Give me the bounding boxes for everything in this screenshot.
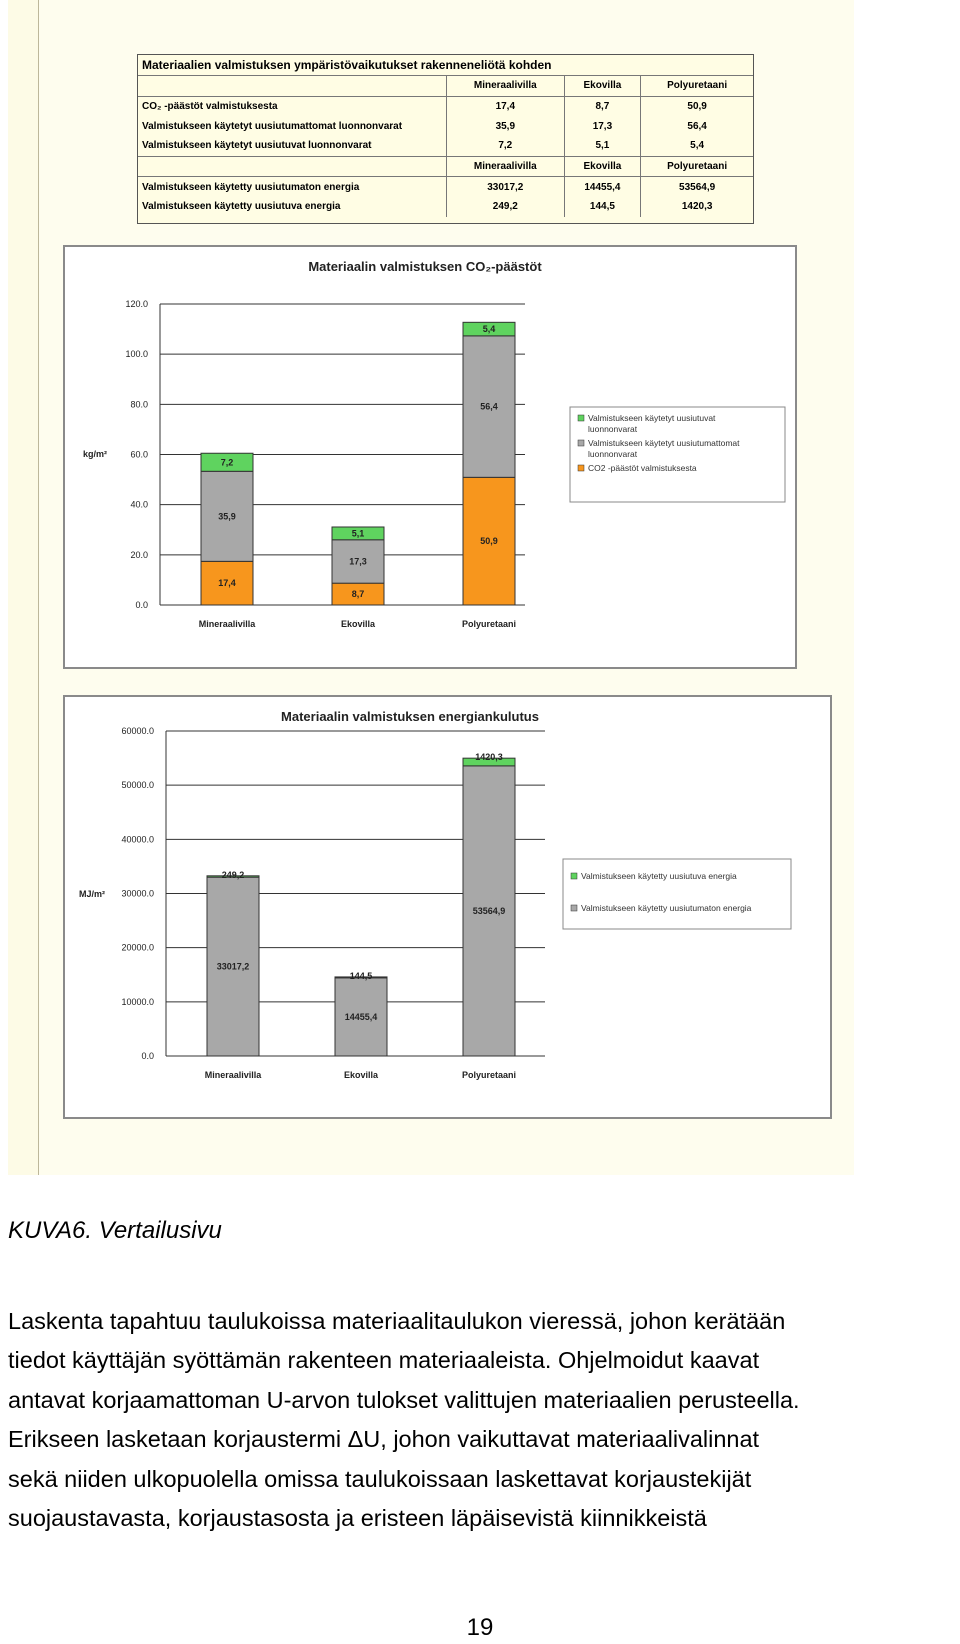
table-cell: 1420,3: [641, 197, 753, 217]
paragraph-line: tiedot käyttäjän syöttämän rakenteen materiaaleista. Ohjelmoidut kaavat: [8, 1347, 760, 1374]
x-tick-label: Ekovilla: [340, 619, 376, 629]
co2-chart: [63, 245, 797, 669]
table-header-cell: Mineraalivilla: [447, 76, 565, 97]
y-axis-label: MJ/m²: [79, 889, 106, 899]
y-tick-label: 0.0: [135, 600, 148, 610]
paragraph-line: sekä niiden ulkopuolella omissa taulukoissaan laskettavat korjaustekijät: [8, 1465, 752, 1492]
y-tick-label: 0.0: [141, 1051, 154, 1061]
table-header-cell: Ekovilla: [564, 76, 641, 97]
data-label: 144,5: [349, 970, 373, 981]
table-row: [138, 116, 753, 136]
data-label: 5,4: [482, 324, 496, 335]
x-tick-label: Ekovilla: [343, 1070, 379, 1080]
data-label: 249,2: [221, 869, 245, 880]
data-label: 1420,3: [475, 752, 503, 763]
table-cell: 7,2: [447, 136, 565, 156]
legend-swatch: [578, 440, 584, 446]
row-label: Valmistukseen käytetyt uusiutumattomat luonnonvarat: [142, 120, 403, 132]
legend-label: Valmistukseen käytetyt uusiutuvat luonnonvarat: [588, 413, 716, 434]
x-tick-label: Mineraalivilla: [204, 1070, 262, 1080]
table-cell: 249,2: [447, 197, 565, 217]
table-cell: 53564,9: [641, 177, 753, 197]
legend-label: CO2 -päästöt valmistuksesta: [588, 463, 697, 473]
y-tick-label: 100.0: [125, 349, 148, 360]
energy-chart-svg: [65, 697, 830, 1117]
table-cell: 8,7: [564, 96, 641, 116]
page-number: 19: [466, 1614, 494, 1641]
row-label: Valmistukseen käytetty uusiutuva energia: [142, 201, 341, 213]
x-tick-label: Polyuretaani: [461, 1070, 517, 1080]
table-row: [138, 197, 753, 217]
table-cell: 56,4: [641, 116, 753, 136]
legend-label: Valmistukseen käytetty uusiutuva energia: [581, 871, 737, 881]
table-title: Materiaalien valmistuksen ympäristövaikutukset rakenneneliötä kohden: [138, 55, 753, 76]
figure-caption: KUVA6. Vertailusivu: [8, 1217, 222, 1244]
y-tick-label: 50000.0: [121, 780, 154, 791]
table-header-cell: Mineraalivilla: [447, 156, 565, 177]
table-cell: 144,5: [564, 197, 641, 217]
y-tick-label: 40000.0: [121, 834, 154, 845]
table-cell: 17,3: [564, 116, 641, 136]
chart-title: Materiaalin valmistuksen energiankulutus: [281, 709, 539, 724]
y-tick-label: 20.0: [130, 549, 148, 560]
row-label: Valmistukseen käytetyt uusiutuvat luonnonvarat: [142, 140, 372, 152]
table-row: [138, 96, 753, 116]
data-label: 5,1: [351, 528, 365, 539]
data-label: 8,7: [351, 589, 365, 600]
table-cell: 5,1: [564, 136, 641, 156]
body-paragraph: [8, 1302, 948, 1538]
paragraph-line: suojaustavasta, korjaustasosta ja eristeen läpäisevistä kiinnikkeistä: [8, 1505, 707, 1532]
legend-label: Valmistukseen käytetty uusiutumaton energia: [581, 903, 752, 913]
y-tick-label: 10000.0: [121, 996, 154, 1007]
energy-chart: [63, 695, 832, 1119]
co2-chart-svg: [65, 247, 795, 667]
y-tick-label: 40.0: [130, 499, 148, 510]
table-header-cell: Polyuretaani: [641, 156, 753, 177]
row-label: Valmistukseen käytetty uusiutumaton energia: [142, 181, 360, 193]
y-tick-label: 120.0: [125, 299, 148, 309]
y-axis-label: kg/m²: [83, 449, 108, 459]
table-cell: 17,4: [447, 96, 565, 116]
paragraph-line: Erikseen lasketaan korjaustermi ΔU, johon vaikuttavat materiaalivalinnat: [8, 1426, 760, 1453]
y-tick-label: 60.0: [130, 449, 148, 460]
table-header-cell: Ekovilla: [564, 156, 641, 177]
y-tick-label: 80.0: [130, 399, 148, 410]
x-tick-label: Mineraalivilla: [198, 619, 256, 629]
chart-title: Materiaalin valmistuksen CO₂-päästöt: [308, 259, 542, 274]
row-label: CO₂ -päästöt valmistuksesta: [142, 101, 278, 113]
table-cell: 50,9: [641, 96, 753, 116]
y-tick-label: 20000.0: [121, 942, 154, 953]
data-label: 50,9: [480, 536, 498, 547]
legend-swatch: [578, 465, 584, 471]
y-tick-label: 30000.0: [121, 888, 154, 899]
legend-box: [563, 859, 791, 929]
data-label: 35,9: [218, 511, 236, 522]
materials-table: [137, 54, 754, 224]
legend-swatch: [571, 905, 577, 911]
data-label: 17,3: [349, 556, 367, 567]
table-header-cell: Polyuretaani: [641, 76, 753, 97]
data-label: 7,2: [220, 457, 234, 468]
table-cell: 35,9: [447, 116, 565, 136]
legend-label: Valmistukseen käytetyt uusiutumattomat luonnonvarat: [588, 438, 740, 459]
legend-swatch: [571, 873, 577, 879]
table-row: [138, 177, 753, 197]
table-cell: 5,4: [641, 136, 753, 156]
data-label: 33017,2: [216, 961, 250, 972]
legend-swatch: [578, 415, 584, 421]
table-cell: 33017,2: [447, 177, 565, 197]
data-label: 53564,9: [472, 905, 506, 916]
table-cell: 14455,4: [564, 177, 641, 197]
x-tick-label: Polyuretaani: [461, 619, 517, 629]
y-tick-label: 60000.0: [121, 726, 154, 736]
data-label: 17,4: [218, 578, 236, 589]
paragraph-line: antavat korjaamattoman U-arvon tulokset valittujen materiaalien perusteella.: [8, 1386, 800, 1413]
paragraph-line: Laskenta tapahtuu taulukoissa materiaalitaulukon vieressä, johon kerätään: [8, 1308, 786, 1334]
data-label: 56,4: [480, 401, 498, 412]
data-label: 14455,4: [344, 1011, 378, 1022]
table-row: [138, 136, 753, 156]
